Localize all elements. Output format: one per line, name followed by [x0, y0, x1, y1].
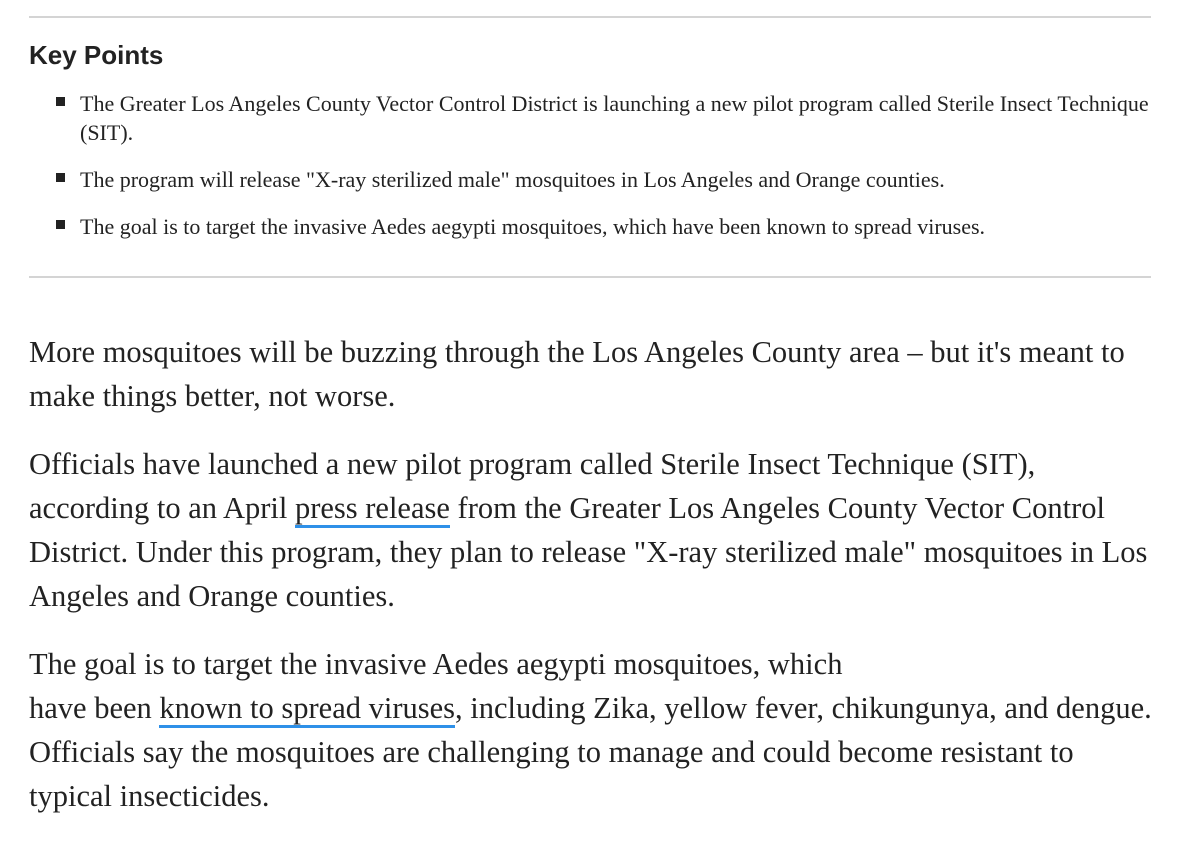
press-release-link[interactable]: press release: [295, 491, 450, 528]
paragraph-text: , including Zika, yellow fever, chikungunya, and dengue. Officials say the mosquitoes are challenging to manage and could become resistant to typical insecticides.: [29, 691, 1152, 813]
article-paragraph: [29, 330, 1159, 418]
key-point-text: The Greater Los Angeles County Vector Control District is launching a new pilot program called Sterile Insect Technique (SIT).: [80, 91, 1149, 145]
article-paragraph: [29, 642, 1159, 818]
key-points-bottom-divider: [29, 276, 1151, 278]
square-bullet-icon: [56, 220, 65, 229]
square-bullet-icon: [56, 97, 65, 106]
known-to-spread-viruses-link[interactable]: known to spread viruses: [159, 691, 455, 728]
key-points-top-divider: [29, 16, 1151, 18]
key-point-item: [29, 89, 1159, 147]
article-body: [29, 330, 1159, 842]
key-point-text: The goal is to target the invasive Aedes aegypti mosquitoes, which have been known to spread viruses.: [80, 214, 986, 239]
square-bullet-icon: [56, 173, 65, 182]
key-point-text: The program will release "X-ray sterilized male" mosquitoes in Los Angeles and Orange counties.: [80, 167, 945, 192]
article-paragraph: [29, 442, 1159, 618]
paragraph-text: from the Greater Los Angeles County Vector Control District. Under this program, they plan to release "X-ray sterilized male" mosquitoes in Los Angeles and Orange counties.: [29, 491, 1148, 613]
key-points-list: [29, 89, 1159, 259]
paragraph-text: More mosquitoes will be buzzing through the Los Angeles County area – but it's meant to make things better, not worse.: [29, 335, 1125, 413]
key-point-item: [29, 212, 1159, 241]
paragraph-text: have been: [29, 691, 160, 725]
paragraph-text: Officials have launched a new pilot program called Sterile Insect Technique (SIT), according to an April: [29, 447, 1036, 525]
paragraph-text: The goal is to target the invasive Aedes aegypti mosquitoes, which: [29, 647, 843, 681]
key-points-heading: Key Points: [29, 40, 164, 70]
key-point-item: [29, 165, 1159, 194]
